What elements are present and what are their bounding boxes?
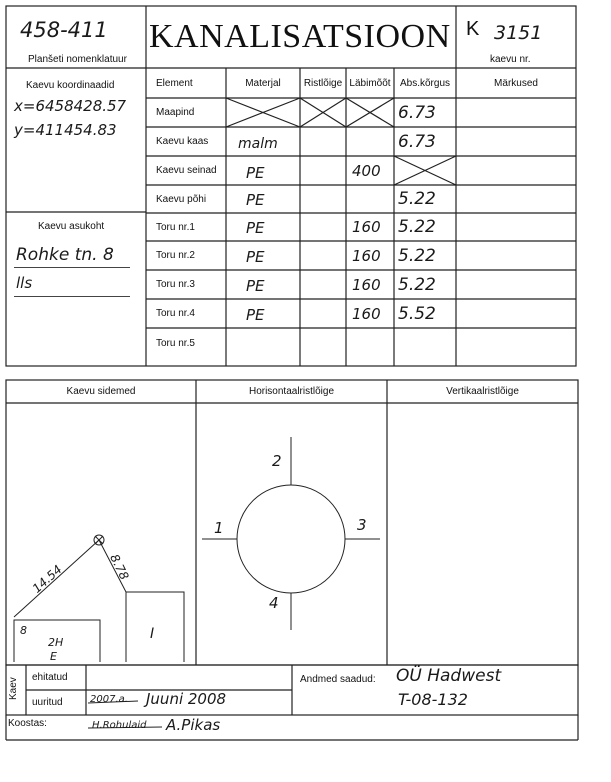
building-right-label: I: [150, 626, 155, 642]
surveyed-struck-value: 2007.a.: [90, 694, 128, 705]
ties-section-title: Kaevu sidemed: [66, 386, 136, 397]
row-element: Kaevu kaas: [156, 136, 209, 147]
row-material: PE: [246, 276, 265, 295]
location-underline-1: [14, 267, 130, 268]
pipe-3-label: 3: [357, 516, 367, 534]
row-element: Toru nr.3: [156, 279, 195, 290]
row-abs: 5.22: [398, 189, 436, 209]
page-title: KANALISATSIOON: [149, 18, 451, 55]
pipe-4-label: 4: [269, 594, 279, 612]
tie-distance-1: 14.54: [29, 562, 65, 596]
row-material: PE: [246, 305, 265, 324]
col-header-abs: Abs.kõrgus: [399, 77, 451, 89]
location-underline-2: [14, 296, 130, 297]
row-diameter: 160: [352, 304, 381, 323]
location-label: Kaevu asukoht: [38, 221, 105, 232]
data-from-company: OÜ Hadwest: [396, 666, 502, 686]
row-element: Toru nr.1: [156, 221, 195, 233]
well-side-label: Kaev: [8, 677, 19, 700]
row-abs: 6.73: [398, 102, 436, 123]
row-element: Kaevu seinad: [156, 165, 217, 176]
building-left-letter: E: [50, 650, 57, 663]
col-header-diameter: Läbimõõt: [349, 77, 391, 89]
col-header-cross: Ristlõige: [303, 77, 343, 89]
coordinates-label: Kaevu koordinaadid: [26, 80, 115, 91]
vertical-section-title: Vertikaalristlõige: [446, 386, 519, 397]
row-element: Kaevu põhi: [156, 193, 207, 205]
pipe-2-label: 2: [272, 452, 282, 470]
row-material: PE: [246, 219, 265, 237]
well-label: kaevu nr.: [490, 54, 531, 65]
sheet-number: 458-411: [20, 18, 108, 42]
row-abs: 5.22: [398, 217, 436, 237]
col-header-element: Element: [156, 77, 193, 89]
row-abs: 5.52: [398, 303, 436, 324]
data-from-reference: T-08-132: [398, 690, 468, 709]
ties-sketch: [14, 535, 184, 662]
surveyed-label: uuritud: [32, 697, 63, 708]
building-left-code: 2H: [48, 636, 64, 649]
composed-value: A.Pikas: [166, 716, 221, 734]
row-diameter: 160: [352, 218, 381, 236]
row-material: PE: [246, 191, 265, 209]
row-abs: 6.73: [398, 131, 436, 152]
row-diameter: 160: [352, 275, 381, 294]
horizontal-section-title: Horisontaalristlõige: [248, 386, 335, 397]
row-diameter: 400: [352, 161, 381, 180]
coordinate-y: y=411454.83: [14, 121, 117, 139]
building-left-number: 8: [20, 624, 27, 637]
row-diameter: 160: [352, 246, 381, 265]
sheet-label: Planšeti nomenklatuur: [28, 54, 127, 65]
well-letter: K: [466, 18, 480, 40]
composed-struck-value: H.Rohulaid: [92, 720, 147, 731]
coordinate-x: x=6458428.57: [14, 97, 127, 115]
col-header-notes: Märkused: [494, 77, 538, 89]
pipe-1-label: 1: [214, 519, 224, 537]
row-element: Toru nr.4: [156, 308, 195, 319]
location-line2: lls: [16, 274, 33, 292]
location-line1: Rohke tn. 8: [16, 245, 114, 265]
well-number: 3151: [494, 22, 543, 44]
composed-label: Koostas:: [8, 718, 47, 729]
row-element: Maapind: [156, 107, 195, 118]
horizontal-section-drawing: [202, 437, 380, 630]
row-abs: 5.22: [398, 274, 436, 295]
row-material: PE: [246, 247, 265, 266]
col-header-material: Materjal: [245, 77, 281, 89]
row-abs: 5.22: [398, 245, 436, 266]
row-element: Toru nr.5: [156, 337, 195, 349]
row-element: Toru nr.2: [156, 250, 195, 261]
surveyed-value: Juuni 2008: [146, 690, 227, 708]
row-material: PE: [246, 163, 265, 182]
tie-distance-2: 8.78: [107, 551, 132, 583]
data-from-label: Andmed saadud:: [300, 674, 376, 685]
built-label: ehitatud: [32, 672, 68, 683]
row-material: malm: [238, 135, 278, 152]
